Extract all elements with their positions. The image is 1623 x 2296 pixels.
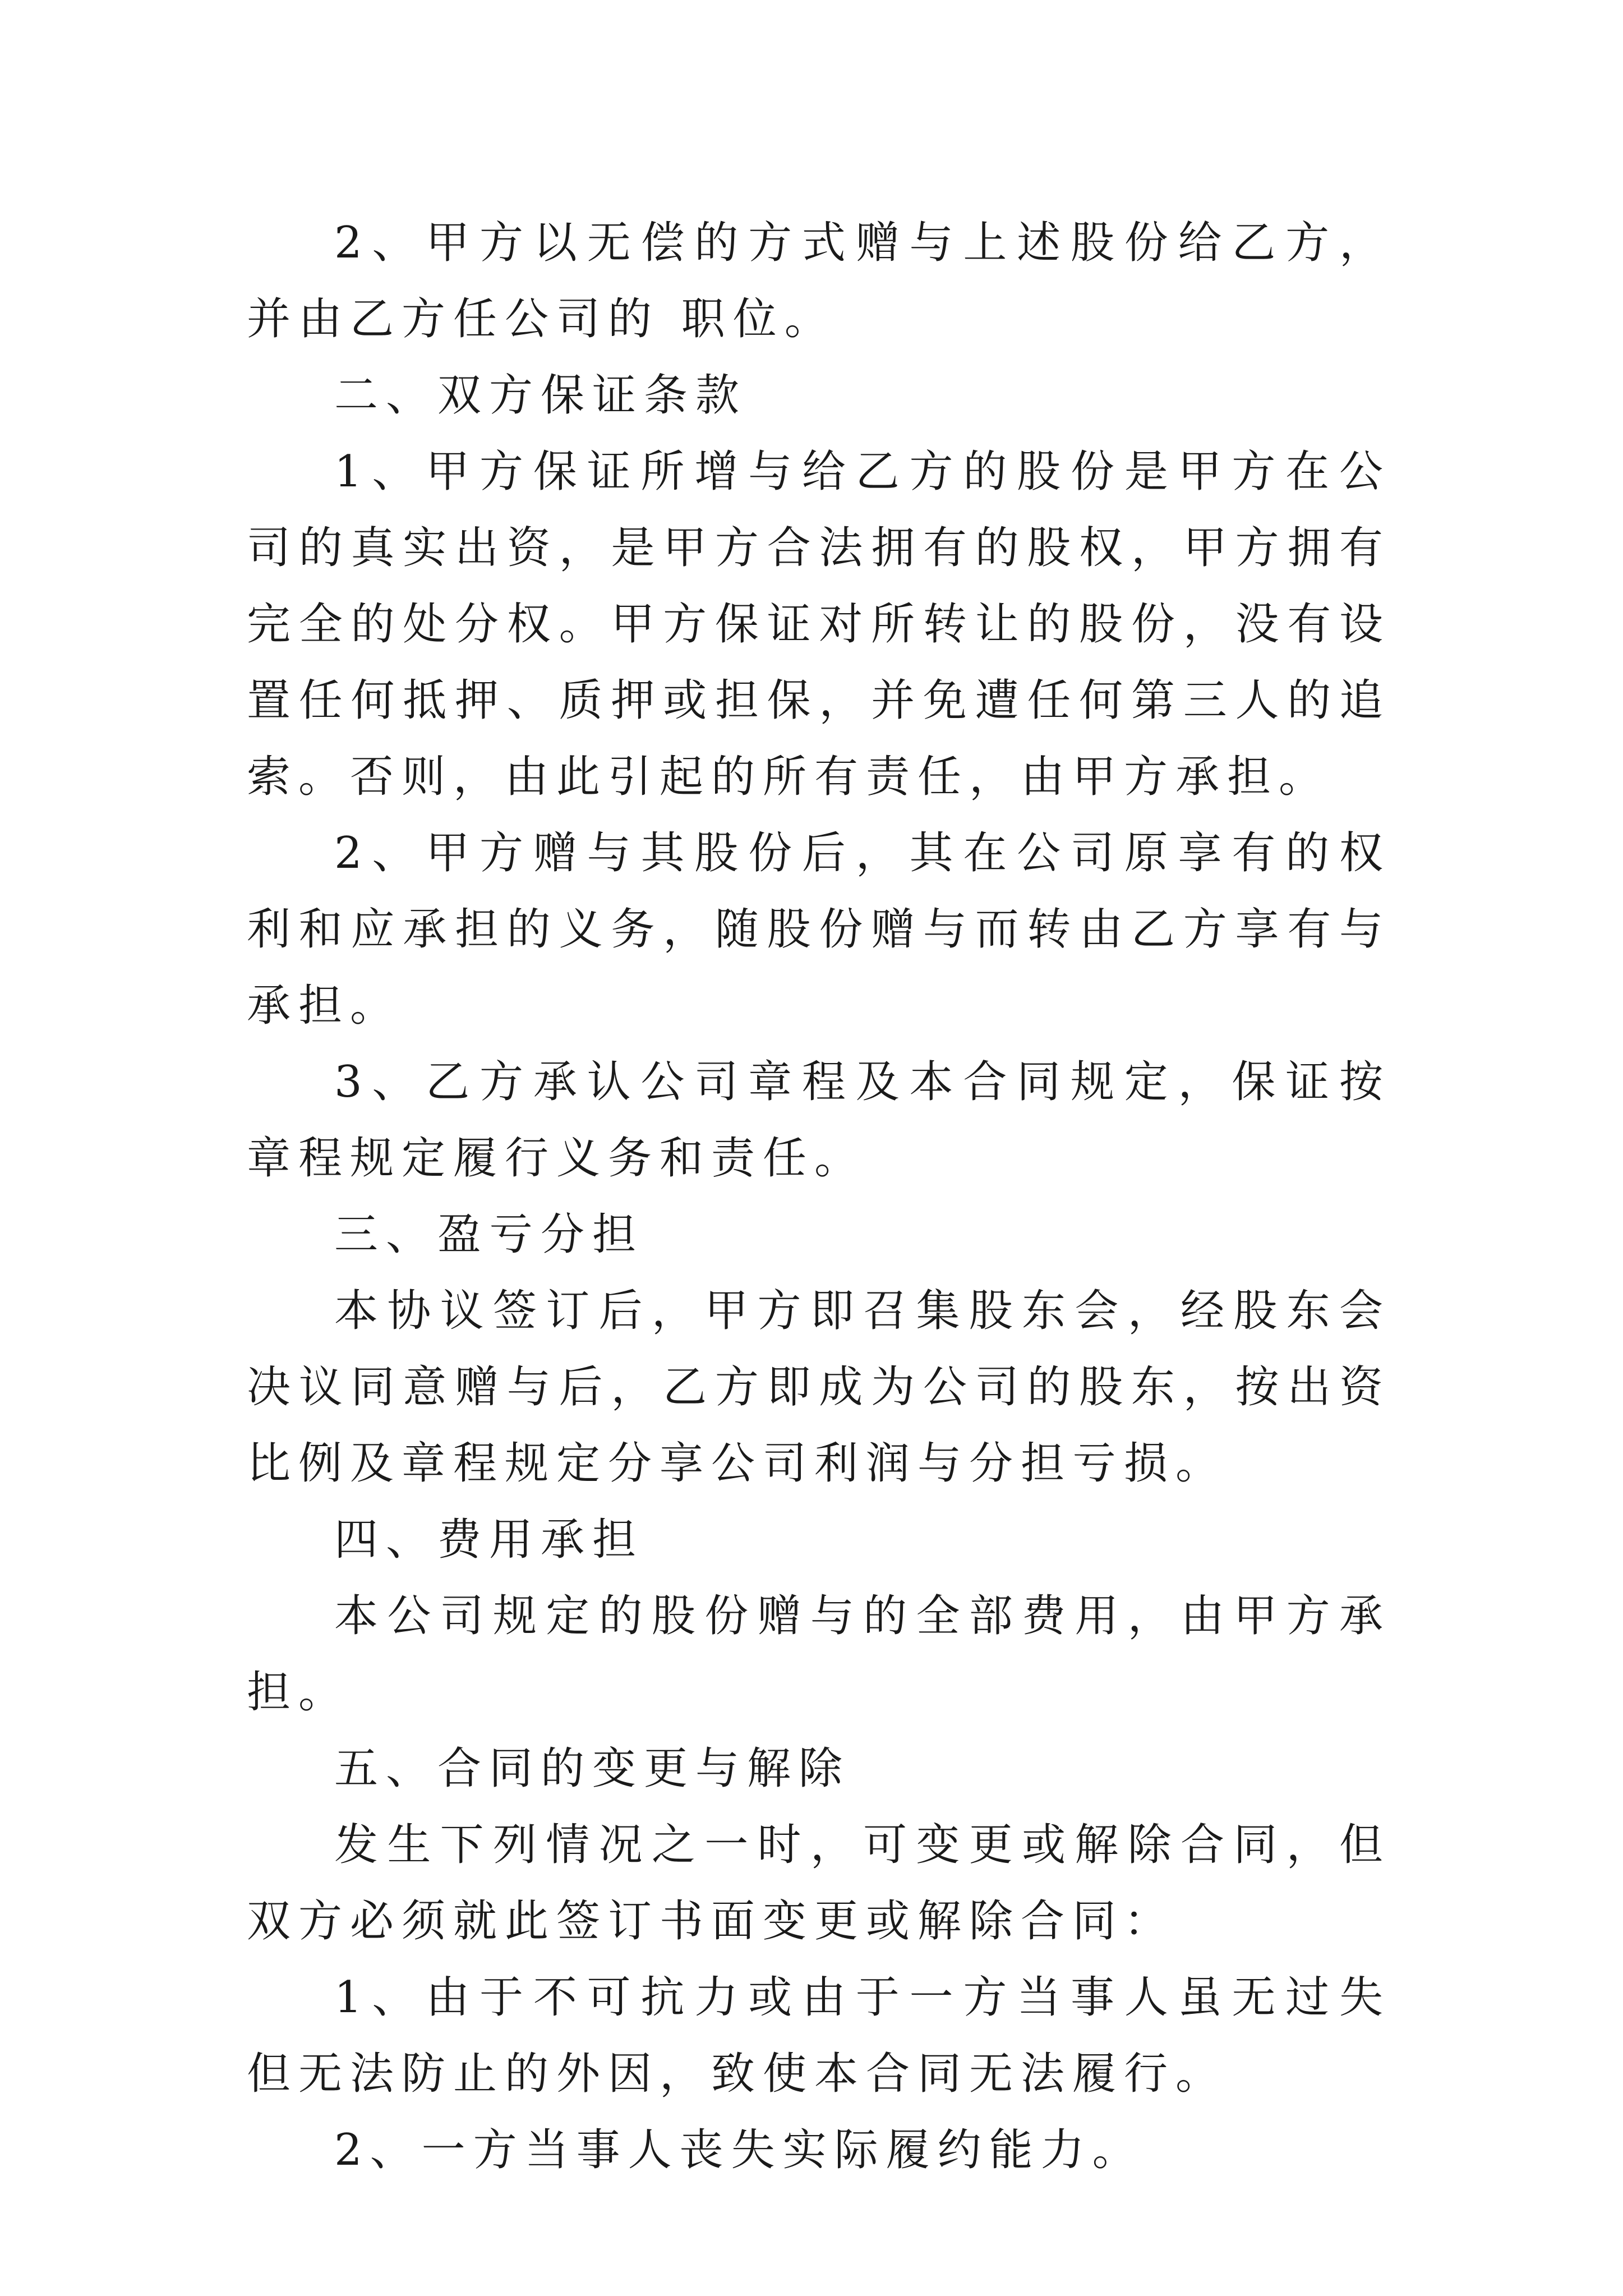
paragraph-costs: 本公司规定的股份赠与的全部费用，由甲方承担。: [247, 1591, 1391, 1718]
paragraph-guarantee-2: 2、甲方赠与其股份后，其在公司原享有的权利和应承担的义务，随股份赠与而转由乙方享有与承担。: [247, 828, 1391, 1031]
paragraph-amendment-intro: 发生下列情况之一时，可变更或解除合同，但双方必须就此签订书面变更或解除合同：: [247, 1820, 1391, 1947]
paragraph-amendment-2: 2、一方当事人丧失实际履约能力。: [334, 2125, 1144, 2175]
section-heading-amendment: 五、合同的变更与解除: [334, 1743, 851, 1794]
section-heading-profit-loss: 三、盈亏分担: [334, 1209, 644, 1260]
paragraph-amendment-1: 1、由于不可抗力或由于一方当事人虽无过失但无法防止的外因，致使本合同无法履行。: [247, 1972, 1391, 2099]
section-heading-guarantees: 二、双方保证条款: [334, 370, 748, 421]
section-heading-costs: 四、费用承担: [334, 1515, 644, 1565]
paragraph-profit-loss: 本协议签订后，甲方即召集股东会，经股东会决议同意赠与后，乙方即成为公司的股东，按出资比例及章程规定分享公司利润与分担亏损。: [247, 1286, 1391, 1489]
paragraph-guarantee-1: 1、甲方保证所增与给乙方的股份是甲方在公司的真实出资，是甲方合法拥有的股权，甲方拥有完全的处分权。甲方保证对所转让的股份，没有设置任何抵押、质押或担保，并免遭任何第三人的追索。否则，由此引起的所有责任，由甲方承担。: [247, 447, 1391, 802]
document-body: [247, 205, 1391, 2188]
paragraph-guarantee-3: 3、乙方承认公司章程及本合同规定，保证按章程规定履行义务和责任。: [247, 1057, 1391, 1184]
paragraph-gift-method: 2、甲方以无偿的方式赠与上述股份给乙方，并由乙方任公司的 职位。: [247, 218, 1391, 344]
